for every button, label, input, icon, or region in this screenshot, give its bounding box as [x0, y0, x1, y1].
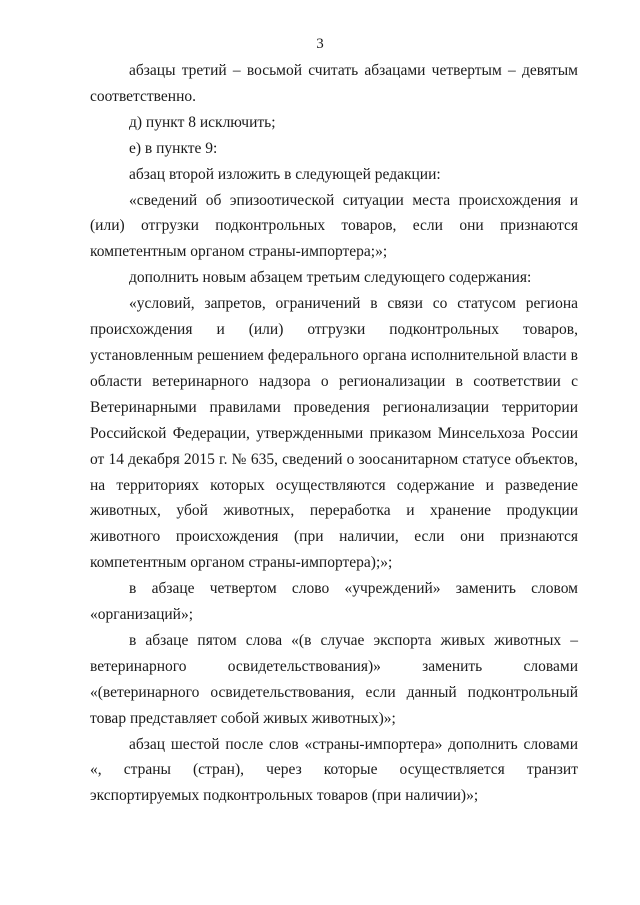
paragraph-quoted-epizootic: «сведений об эпизоотической ситуации места происхождения и (или) отгрузки подконтрольных товаров, если они признаются компетентным органом страны-импортера;»; — [90, 191, 578, 261]
paragraph-add-third-intro: дополнить новым абзацем третьим следующего содержания: — [129, 269, 532, 287]
paragraph-quoted-conditions: «условий, запретов, ограничений в связи со статусом региона происхождения и (или) отгрузки подконтрольных товаров, установленным решением федерального органа исполнительной власти в области ветеринарного надзора о регионализации в соответствии с Ветеринарными правилами проведения регионализации территории Российской Федерации, утвержденными приказом Минсельхоза России от 14 декабря 2015 г. № 635, сведений о зоосанитарном статусе объектов, на территориях которых осуществляются содержание и разведение животных, убой животных, переработка и хранение продукции животного происхождения (при наличии, если они признаются компетентным органом страны-импортера);»; — [90, 295, 578, 572]
document-body — [90, 58, 578, 809]
paragraph-item-d: д) пункт 8 исключить; — [129, 113, 276, 131]
paragraph-sixth-abzac: абзац шестой после слов «страны-импортера» дополнить словами «, страны (стран), через которые осуществляется транзит экспортируемых подконтрольных товаров (при наличии)»; — [90, 735, 578, 805]
paragraph-second-abzac-intro: абзац второй изложить в следующей редакции: — [129, 165, 441, 183]
paragraph-item-e: е) в пункте 9: — [129, 139, 218, 157]
paragraph-renumbering: абзацы третий – восьмой считать абзацами четвертым – девятым соответственно. — [90, 62, 578, 105]
paragraph-fourth-abzac: в абзаце четвертом слово «учреждений» заменить словом «организаций»; — [90, 580, 578, 624]
paragraph-fifth-abzac: в абзаце пятом слова «(в случае экспорта живых животных – ветеринарного освидетельствования)» заменить словами «(ветеринарного освидетельствования, если данный подконтрольный товар представляет собой живых животных)»; — [90, 631, 578, 727]
page-number: 3 — [316, 36, 324, 52]
